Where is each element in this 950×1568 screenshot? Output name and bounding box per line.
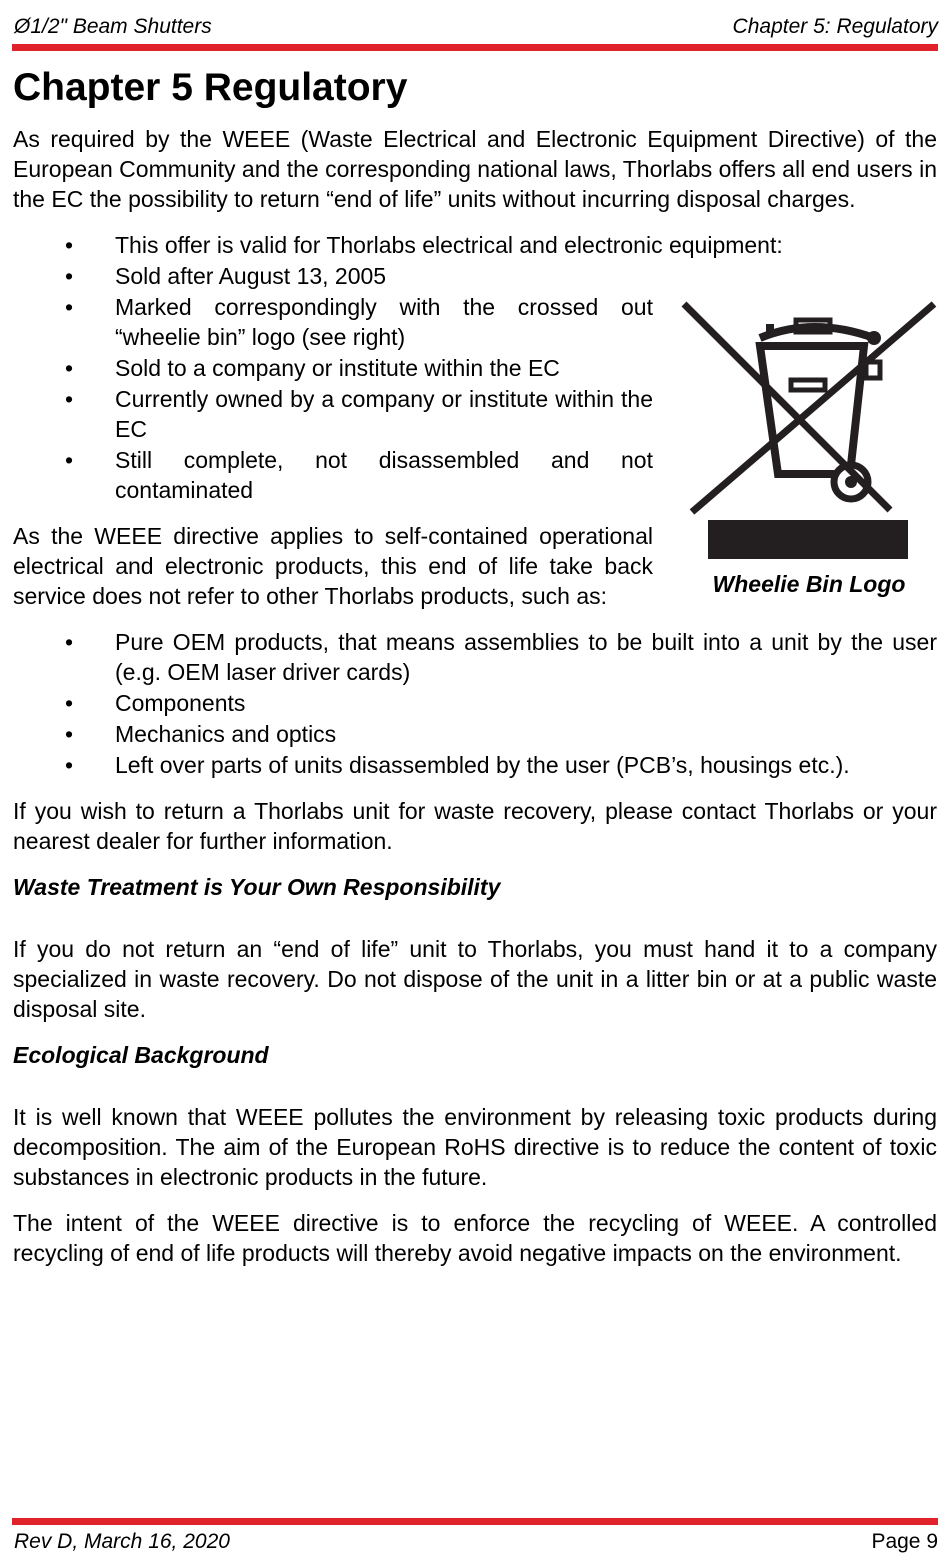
ecology-text-2: The intent of the WEEE directive is to enforce the recycling of WEEE. A controlled recycling of end of life products will thereby avoid negative impacts on the environment. — [13, 1210, 937, 1266]
page-content — [13, 64, 937, 1284]
footer-page-number: Page 9 — [871, 1530, 938, 1553]
header-divider — [12, 44, 938, 51]
bullet-icon: • — [64, 386, 74, 412]
footer-divider — [12, 1518, 938, 1525]
footer-revision: Rev D, March 16, 2020 — [14, 1530, 230, 1553]
bullet-icon: • — [64, 447, 74, 473]
list-item: • This offer is valid for Thorlabs electrical and electronic equipment: — [64, 232, 783, 258]
offer-list — [13, 230, 937, 505]
header-chapter-title: Chapter 5: Regulatory — [732, 15, 938, 38]
header-document-title: Ø1/2" Beam Shutters — [14, 15, 212, 38]
list-item: • Sold to a company or institute within the EC — [64, 355, 560, 381]
list-item: • Sold after August 13, 2005 — [64, 263, 387, 289]
ecology-section-heading: Ecological Background — [13, 1042, 269, 1068]
list-item: • Marked correspondingly with the crossed out “wheelie bin” logo (see right) — [64, 294, 653, 350]
list-item: • Pure OEM products, that means assemblies to be built into a unit by the user (e.g. OEM laser driver cards) — [64, 629, 937, 685]
bullet-icon: • — [64, 629, 74, 655]
page-footer — [12, 1527, 938, 1557]
ecology-text-1: It is well known that WEEE pollutes the environment by releasing toxic products during decomposition. The aim of the European RoHS directive is to reduce the content of toxic substances in electronic products in the future. — [13, 1104, 937, 1190]
bullet-icon: • — [64, 263, 74, 289]
chapter-title: Chapter 5 Regulatory — [13, 66, 408, 109]
waste-section-text: If you do not return an “end of life” unit to Thorlabs, you must hand it to a company specialized in waste recovery. Do not dispose of the unit in a litter bin or at a public waste disposal site. — [13, 936, 937, 1022]
list-item: • Currently owned by a company or institute within the EC — [64, 386, 653, 442]
waste-section-heading: Waste Treatment is Your Own Responsibility — [13, 874, 501, 900]
bullet-icon: • — [64, 355, 74, 381]
applies-paragraph: As the WEEE directive applies to self-contained operational electrical and electronic products, this end of life take back service does not refer to other Thorlabs products, such as: — [13, 523, 653, 609]
bullet-icon: • — [64, 232, 74, 258]
list-item: • Left over parts of units disassembled by the user (PCB’s, housings etc.). — [64, 752, 850, 778]
list-item: • Still complete, not disassembled and not contaminated — [64, 447, 653, 503]
figure-caption: Wheelie Bin Logo — [712, 571, 906, 597]
bullet-icon: • — [64, 721, 74, 747]
bullet-icon: • — [64, 752, 74, 778]
exclusions-list — [13, 627, 937, 780]
list-item: • Mechanics and optics — [64, 721, 337, 747]
page-header — [12, 12, 938, 42]
list-item: • Components — [64, 690, 246, 716]
bullet-icon: • — [64, 690, 74, 716]
intro-paragraph: As required by the WEEE (Waste Electrical and Electronic Equipment Directive) of the European Community and the corresponding national laws, Thorlabs offers all end users in the EC the possibility to return “end of life” units without incurring disposal charges. — [13, 126, 937, 212]
bullet-icon: • — [64, 294, 74, 320]
return-paragraph: If you wish to return a Thorlabs unit for waste recovery, please contact Thorlabs or your nearest dealer for further information. — [13, 798, 937, 854]
